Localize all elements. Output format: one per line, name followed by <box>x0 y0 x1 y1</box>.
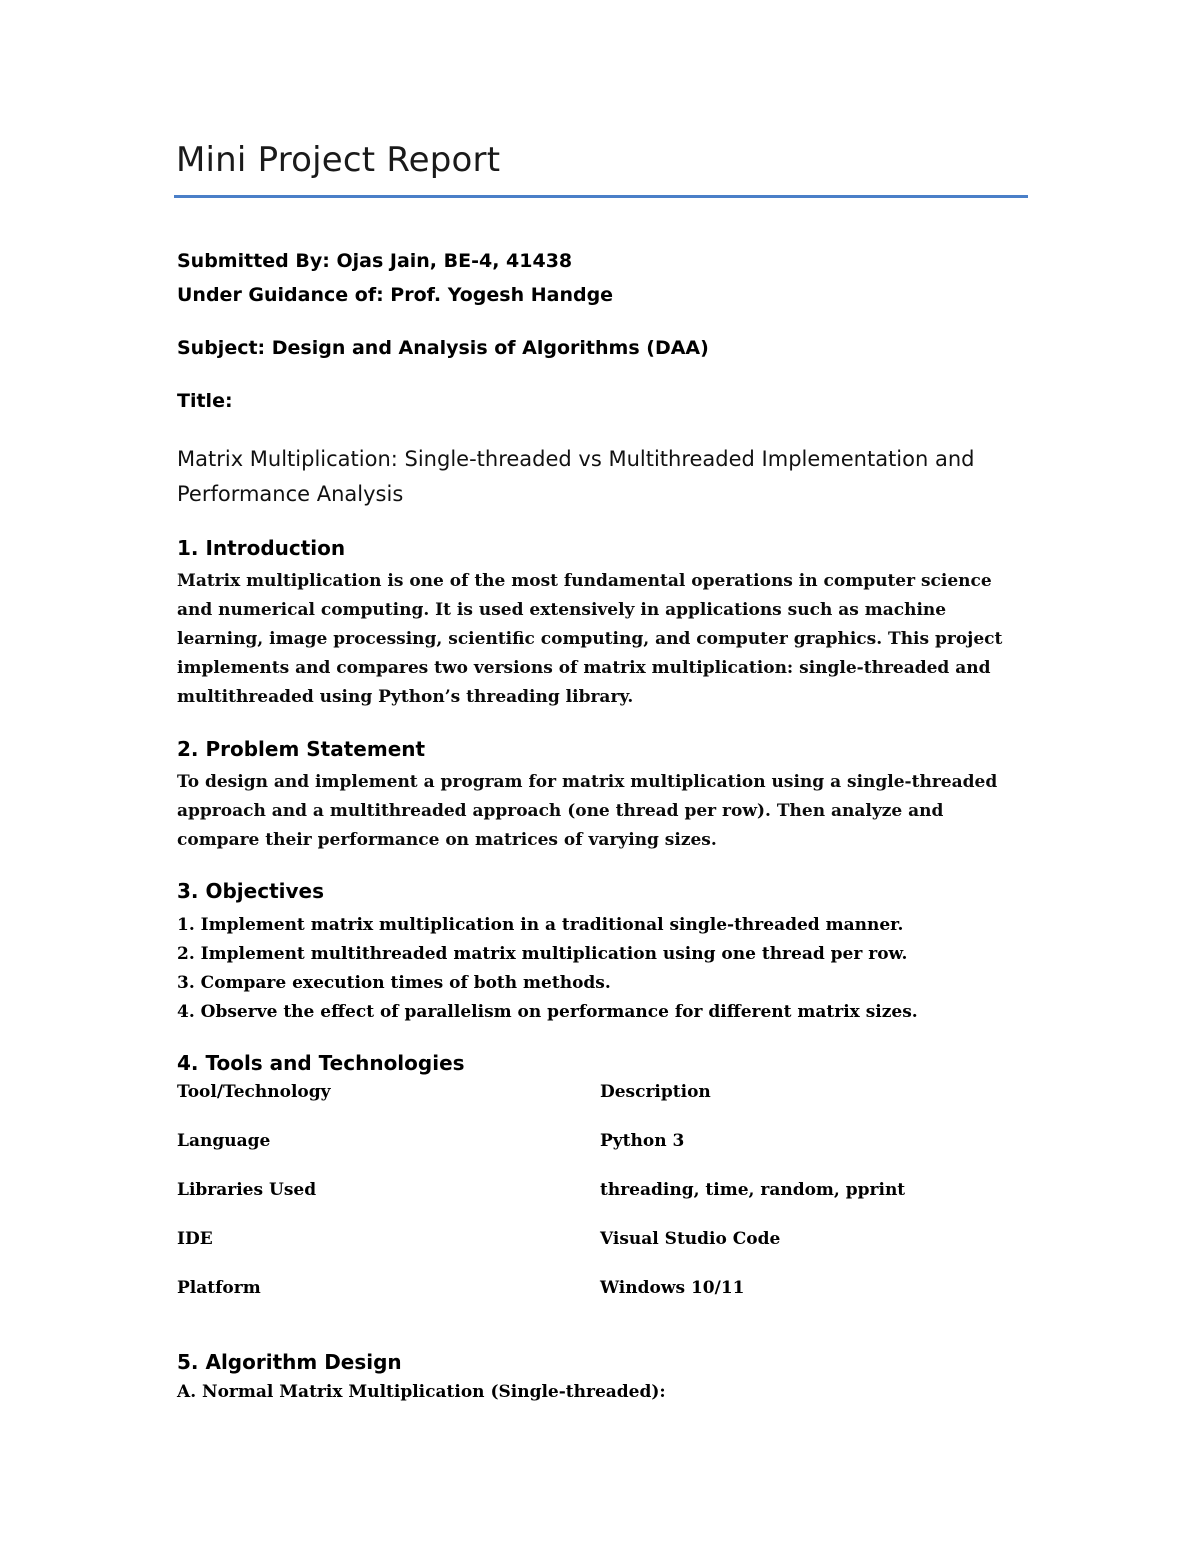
project-title: Matrix Multiplication: Single-threaded vs Multithreaded Implementation and Performance Analysis <box>177 447 975 506</box>
column-header: Description <box>600 1082 711 1102</box>
table-cell: Visual Studio Code <box>600 1229 781 1249</box>
table-row <box>177 1229 977 1278</box>
table-cell: threading, time, random, pprint <box>600 1180 906 1200</box>
list-item: 1. Implement matrix multiplication in a traditional single-threaded manner. <box>177 915 904 935</box>
list-item: 3. Compare execution times of both methods. <box>177 973 611 993</box>
problem-body: To design and implement a program for matrix multiplication using a single-threaded approach and a multithreaded approach (one thread per row). Then analyze and compare their performance on matrices of varying sizes. <box>177 772 998 850</box>
submitted-by: Submitted By: Ojas Jain, BE-4, 41438 <box>177 250 573 272</box>
table-cell: IDE <box>177 1229 213 1249</box>
problem-heading: 2. Problem Statement <box>177 737 426 761</box>
report-title: Mini Project Report <box>176 140 501 180</box>
table-header-row <box>177 1082 977 1131</box>
title-underline <box>174 195 1028 198</box>
table-row <box>177 1180 977 1229</box>
list-item: 4. Observe the effect of parallelism on performance for different matrix sizes. <box>177 1002 918 1022</box>
table-row <box>177 1131 977 1180</box>
algorithm-subheading: A. Normal Matrix Multiplication (Single-threaded): <box>177 1382 666 1402</box>
objectives-list <box>177 911 1027 1027</box>
subject: Subject: Design and Analysis of Algorithms (DAA) <box>177 337 709 359</box>
list-item: 2. Implement multithreaded matrix multiplication using one thread per row. <box>177 944 908 964</box>
objectives-heading: 3. Objectives <box>177 879 324 903</box>
introduction-body: Matrix multiplication is one of the most fundamental operations in computer science and numerical computing. It is used extensively in applications such as machine learning, image processing, scientific computing, and computer graphics. This project implements and compares two versions of matrix multiplication: single-threaded and multithreaded using Python’s threading library. <box>177 571 1003 707</box>
column-header: Tool/Technology <box>177 1082 331 1102</box>
tools-table <box>177 1082 977 1327</box>
table-row <box>177 1278 977 1327</box>
guidance: Under Guidance of: Prof. Yogesh Handge <box>177 284 614 306</box>
introduction-heading: 1. Introduction <box>177 536 346 560</box>
table-cell: Platform <box>177 1278 261 1298</box>
table-cell: Windows 10/11 <box>600 1278 745 1298</box>
title-label: Title: <box>177 390 233 412</box>
table-cell: Libraries Used <box>177 1180 317 1200</box>
table-cell: Python 3 <box>600 1131 685 1151</box>
tools-heading: 4. Tools and Technologies <box>177 1051 465 1075</box>
algorithm-heading: 5. Algorithm Design <box>177 1350 402 1374</box>
table-cell: Language <box>177 1131 271 1151</box>
